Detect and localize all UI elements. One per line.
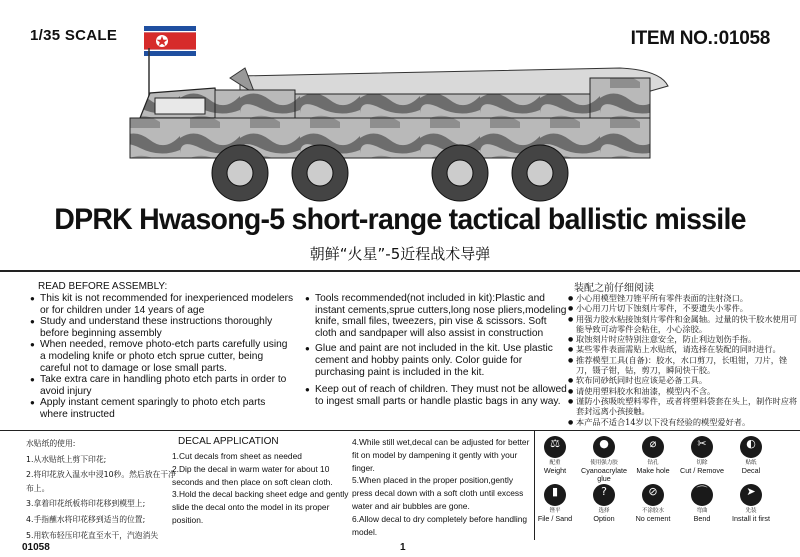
legend-label-cn: 切除 (696, 460, 708, 466)
glue-icon: ● (593, 436, 615, 458)
note-item: ● 谨防小孩吸吮塑料零件，或者将塑料袋套在头上，制作时应将套封远离小孩接触。 (568, 396, 798, 417)
legend-label: Weight (543, 466, 567, 475)
legend-label-cn: 锉平 (549, 508, 561, 514)
cut-icon: ✂ (691, 436, 713, 458)
note-item: ● 某些零件表面需贴上水贴纸，请选择在装配的同时进行。 (568, 344, 798, 354)
notes-column-cn (568, 293, 798, 427)
legend-item (721, 436, 781, 475)
drill-icon: ⌀ (642, 436, 664, 458)
decal-step-cn: 5.用软布轻压印花直至水干，汽泡消失 (26, 531, 159, 540)
install-first-icon: ➤ (740, 484, 762, 506)
decal-steps-1-3: 1.Cut decals from sheet as needed 2.Dip the decal in warm water for about 10 seconds and then place on soft clean cloth. 3.Hold the decal backing sheet edge and gently slide the decal onto the model in its proper position. (172, 451, 349, 525)
legend-label: Install it first (732, 514, 770, 523)
no-cement-icon: ⊘ (642, 484, 664, 506)
note-item: ● 小心用刀片切下蚀刻片零件，不要遗失小零件。 (568, 303, 798, 313)
legend-label-cn: 不涂胶水 (641, 508, 664, 514)
decal-icon: ◐ (740, 436, 762, 458)
decal-steps-4-6: 4.While still wet,decal can be adjusted for better fit on model by dampening it gently with your finger. 5.When placed in the proper position,gently press decal down with a soft cloth until excess water and air bubbles are gone. 6.Allow decal to dry completely before handling model. (352, 437, 530, 537)
bend-icon: ⌒ (691, 484, 713, 506)
legend-label: Make hole (636, 466, 670, 475)
divider (0, 430, 800, 431)
legend-label: Bend (693, 514, 711, 523)
decal-heading-cn: 水贴纸的使用: (26, 439, 76, 448)
legend-label: File / Sand (537, 514, 573, 523)
decal-step-cn: 1.从水贴纸上剪下印花; (26, 455, 107, 464)
page-title: DPRK Hwasong-5 short-range tactical ballistic missile (54, 203, 746, 236)
vehicle-illustration (120, 48, 680, 216)
scale-label: 1/35 SCALE (30, 27, 118, 44)
note-item: ● 小心用模型锉刀锉平所有零件表面的注射浇口。 (568, 293, 798, 303)
note-item: ● When needed, remove photo-etch parts carefully using a modeling knife or photo etch sprue cutter, being careful not to damage or lose small parts. (30, 339, 295, 374)
legend-label-cn: 钻孔 (647, 460, 659, 466)
decal-step-cn: 4.手指蘸水将印花移到适当的位置; (26, 515, 146, 524)
note-item: ● 取蚀刻片时应特别注意安全，防止利边划伤手指。 (568, 334, 798, 344)
legend-label: Cyanoacrylate glue (581, 466, 627, 483)
note-item: ● 请使用塑料胶水和油漆，模型内不含。 (568, 386, 798, 396)
note-item: ● 推荐模型工具(自备)：胶水，水口剪刀，长咀钳，刀片，锉刀，镊子钳，钻，剪刀，瞬间快干胶。 (568, 355, 798, 376)
legend-label-cn: 使用强力胶 (590, 460, 618, 466)
legend-label-cn: 先装 (745, 508, 757, 514)
legend-label-cn: 选择 (598, 508, 610, 514)
legend-label: Decal (741, 466, 761, 475)
footer-item-number: 01058 (22, 542, 50, 553)
note-item: ● Tools recommended(not included in kit):Plastic and instant cements,sprue cutters,long nose pliers,modeling knife, small files, tweezers, pin vise & scissors. Soft cloth and sandpaper will also assist in construction (305, 293, 567, 339)
legend-label: Option (593, 514, 615, 523)
decal-step-cn: 3.拿着印花纸板将印花移到模型上; (26, 499, 146, 508)
note-item: ● 本产品不适合14岁以下没有经验的模型爱好者。 (568, 417, 798, 427)
note-item: ● Study and understand these instructions thoroughly before beginning assembly (30, 316, 295, 339)
legend-label-cn: 贴纸 (745, 460, 757, 466)
decal-step-cn: 2.将印花放入温水中浸10秒。然后放在干净布上。 (26, 470, 176, 493)
decal-heading: DECAL APPLICATION (178, 436, 279, 447)
read-before-heading: READ BEFORE ASSEMBLY: (38, 281, 168, 292)
legend-item (721, 484, 781, 523)
note-item: ● Glue and paint are not included in the kit. Use plastic cement and hobby paints only. Color guide for purchasing paint is included in the kit. (305, 343, 567, 378)
legend-label: Cut / Remove (680, 466, 724, 475)
legend-label-cn: 弯曲 (696, 508, 708, 514)
note-item: ● This kit is not recommended for inexperienced modelers or for children under 14 years of age (30, 293, 295, 316)
note-item: ● Take extra care in handling photo etch parts in order to avoid injury (30, 374, 295, 397)
read-before-heading-cn: 装配之前仔细阅读 (574, 283, 654, 294)
note-item: ● Keep out of reach of children. They must not be allowed to ingest small parts or handle plastic bags in any way. (305, 384, 567, 407)
option-icon: ? (593, 484, 615, 506)
notes-column-2 (305, 293, 567, 407)
note-item: ● Apply instant cement sparingly to photo etch parts where instructed (30, 397, 295, 420)
file-icon: ▮ (544, 484, 566, 506)
legend-label-cn: 配重 (549, 460, 561, 466)
page-subtitle-cn: 朝鲜“火星”-5近程战术导弹 (309, 245, 491, 263)
legend-label: No cement (635, 514, 671, 523)
weight-icon: ⚖ (544, 436, 566, 458)
decal-instructions-cn (26, 436, 176, 544)
divider (0, 270, 800, 272)
notes-column-1 (30, 293, 295, 421)
note-item: ● 用强力胶水粘接蚀刻片零件和金属轴。过量的快干胶水使用可能导致可动零件会粘住，小心涂胶。 (568, 314, 798, 335)
item-number: ITEM NO.:01058 (630, 28, 770, 49)
note-item: ● 软布同砂纸同时也应该是必备工具。 (568, 375, 798, 385)
page-number: 1 (400, 542, 406, 553)
